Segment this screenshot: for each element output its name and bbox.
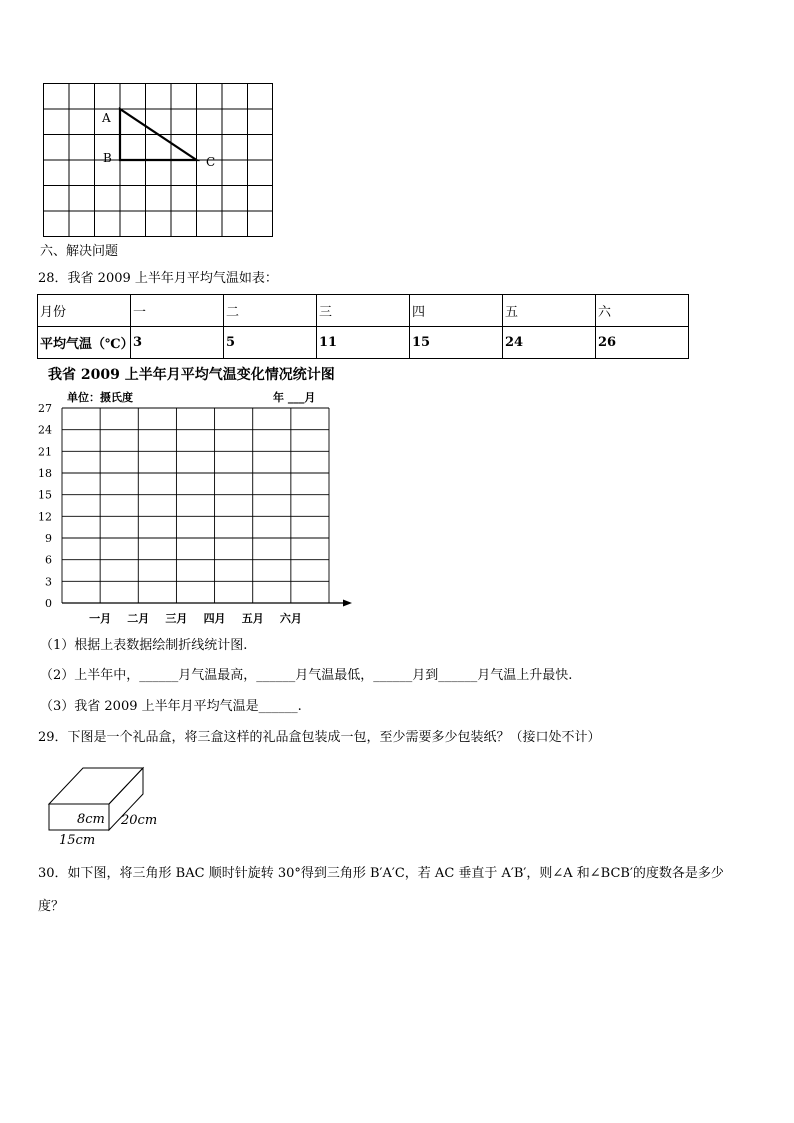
date-label: 年 ___月 — [273, 391, 316, 404]
table-cell: 五 — [503, 295, 596, 327]
label-b: B — [103, 151, 112, 165]
x-tick-label: 三月 — [165, 612, 188, 625]
y-tick-label: 21 — [38, 445, 52, 459]
q30-line2: 度？ — [38, 899, 65, 914]
label-c: C — [206, 155, 216, 169]
table-cell: 3 — [131, 327, 224, 359]
table-cell: 六 — [596, 295, 689, 327]
q30-line1: 30．如下图，将三角形 BAC 顺时针旋转 30°得到三角形 B′A′C，若 AC 垂直于 A′B′，则∠A 和∠BCB′的度数各是多少 — [38, 866, 724, 881]
chart-title: 我省 2009 上半年月平均气温变化情况统计图 — [48, 367, 335, 383]
blank-line-chart — [30, 388, 360, 628]
y-tick-label: 15 — [38, 488, 52, 502]
x-tick-label: 一月 — [89, 612, 112, 625]
y-tick-label: 24 — [38, 423, 52, 437]
y-tick-label: 6 — [45, 553, 52, 567]
dim-length-label: 15cm — [59, 833, 96, 848]
table-row — [38, 295, 689, 327]
table-cell: 26 — [596, 327, 689, 359]
q28-sub1: （1）根据上表数据绘制折线统计图. — [40, 638, 248, 653]
q28-intro: 28．我省 2009 上半年月平均气温如表： — [38, 271, 278, 286]
table-row — [38, 327, 689, 359]
y-tick-label: 0 — [45, 597, 52, 610]
dim-width-label: 20cm — [121, 813, 158, 828]
table-cell: 5 — [224, 327, 317, 359]
table-cell: 24 — [503, 327, 596, 359]
y-tick-label: 3 — [45, 575, 52, 589]
table-cell: 15 — [410, 327, 503, 359]
unit-label: 单位：摄氏度 — [67, 391, 133, 404]
label-a: A — [102, 111, 111, 125]
y-tick-label: 12 — [38, 510, 52, 524]
section-title: 六、解决问题 — [40, 244, 119, 259]
x-tick-label: 六月 — [279, 612, 302, 625]
grid-triangle-figure — [40, 80, 276, 240]
x-tick-label: 五月 — [241, 612, 264, 625]
temperature-table — [37, 294, 689, 359]
y-tick-label: 9 — [45, 532, 52, 545]
table-cell: 11 — [317, 327, 410, 359]
table-cell: 三 — [317, 295, 410, 327]
x-tick-label: 二月 — [127, 612, 150, 625]
table-cell: 一 — [131, 295, 224, 327]
q28-sub3: （3）我省 2009 上半年月平均气温是______. — [40, 699, 302, 714]
x-axis-arrow — [343, 600, 352, 607]
y-tick-label: 18 — [38, 467, 52, 480]
q28-sub2: （2）上半年中，______月气温最高，______月气温最低，______月到______月气温上升最快. — [40, 668, 573, 683]
table-cell: 月份 — [38, 295, 131, 327]
table-cell: 二 — [224, 295, 317, 327]
y-tick-label: 27 — [38, 402, 52, 415]
q29-text: 29．下图是一个礼品盒，将三盒这样的礼品盒包装成一包，至少需要多少包装纸？（接口处不计） — [38, 730, 601, 745]
table-cell: 四 — [410, 295, 503, 327]
x-tick-label: 四月 — [203, 612, 226, 625]
gift-box-figure — [45, 762, 165, 852]
table-cell: 平均气温（℃） — [38, 327, 131, 359]
dim-height-label: 8cm — [77, 812, 105, 827]
